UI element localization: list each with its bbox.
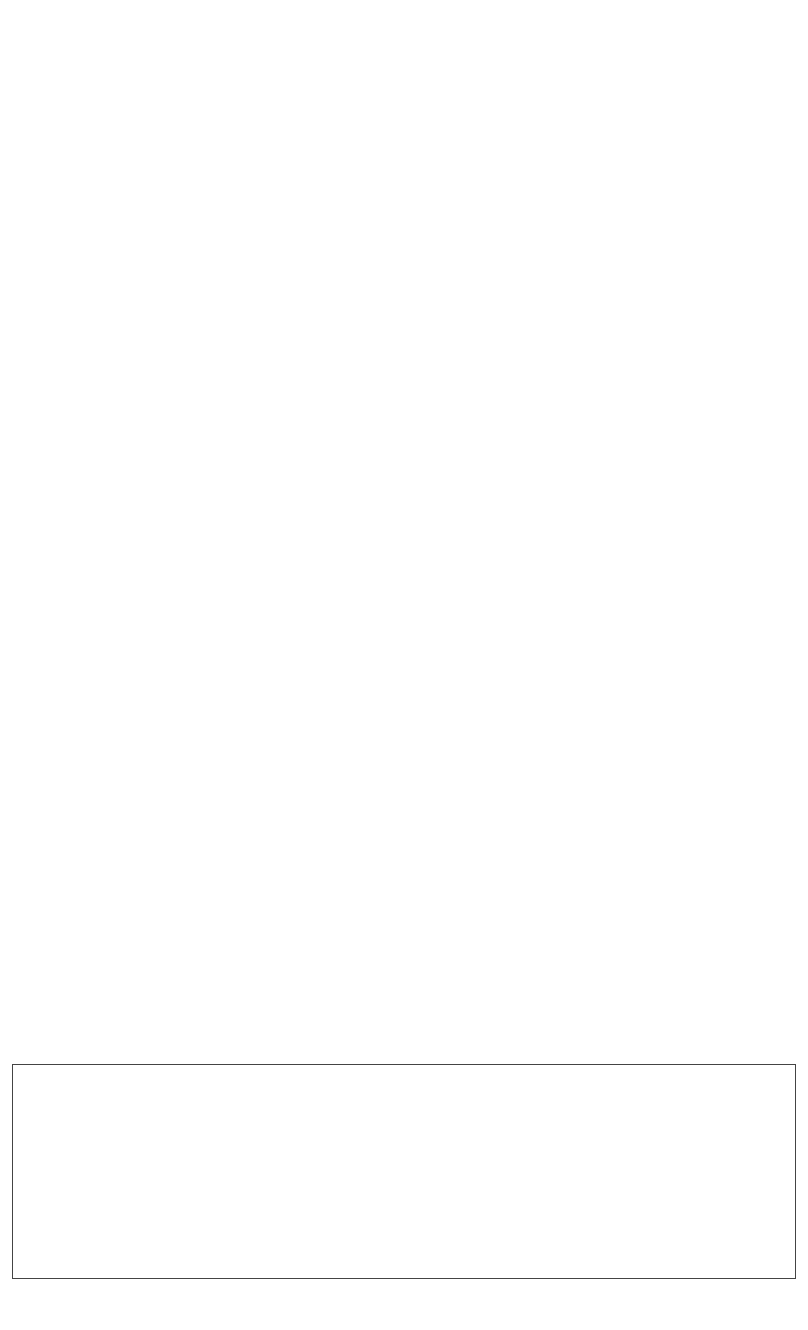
distributor-box — [12, 1064, 796, 1279]
